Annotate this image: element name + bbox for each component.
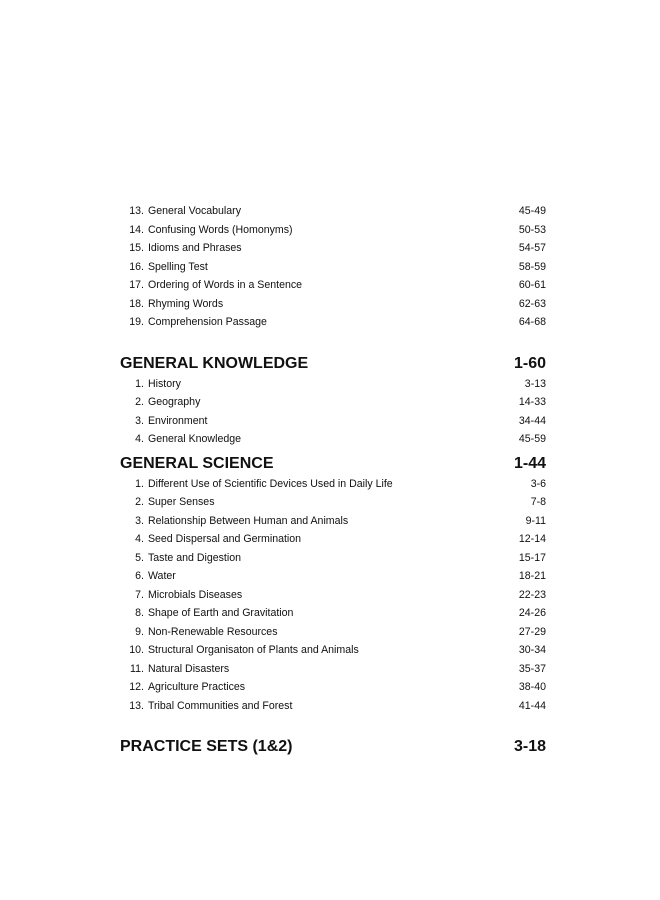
toc-section (120, 736, 546, 758)
toc-entry-number: 15. (129, 242, 144, 254)
toc-entry (120, 604, 546, 623)
toc-entry-title: Different Use of Scientific Devices Used in Daily Life (147, 477, 393, 490)
toc-entry-pages: 38-40 (518, 681, 546, 693)
section-heading (120, 353, 546, 375)
toc-entry-label (120, 567, 176, 586)
toc-entry-label (120, 586, 242, 605)
toc-entry-number: 3. (135, 414, 144, 427)
toc-entry (120, 393, 546, 412)
toc-entry-title: Relationship Between Human and Animals (147, 514, 349, 527)
toc-entry-pages: 15-17 (518, 551, 546, 564)
section-heading-pages: 1-60 (513, 354, 546, 372)
toc-entry (120, 430, 546, 449)
toc-entry (120, 239, 546, 258)
toc-entry-pages: 22-23 (518, 588, 546, 601)
toc-entry-label (120, 258, 208, 277)
toc-entry-pages: 14-33 (518, 396, 546, 408)
toc-entry-number: 13. (129, 205, 144, 217)
section-heading-pages: 3-18 (513, 738, 546, 755)
toc-entry-number: 4. (135, 533, 144, 545)
toc-entry (120, 375, 546, 394)
toc-entry-pages: 7-8 (530, 496, 546, 508)
toc-entry-label (120, 678, 245, 697)
toc-entry (120, 221, 546, 240)
toc-entry (120, 295, 546, 314)
toc-entry (120, 697, 546, 716)
toc-entry-number: 10. (129, 644, 144, 656)
toc-entry-number: 8. (135, 607, 144, 619)
toc-entry-title: Tribal Communities and Forest (147, 699, 293, 712)
toc-entry-title: Water (147, 570, 176, 582)
toc-entry-number: 14. (129, 223, 144, 236)
toc-entry (120, 678, 546, 697)
toc-entry-pages: 34-44 (518, 414, 546, 427)
toc-entry (120, 493, 546, 512)
toc-entry-label (120, 239, 242, 258)
toc-entry-pages: 41-44 (518, 699, 546, 712)
toc-entry-pages: 27-29 (518, 625, 546, 638)
toc-section (120, 353, 546, 449)
toc-entry-pages: 35-37 (518, 662, 546, 675)
toc-entry-title: History (147, 377, 181, 390)
toc-entry-label (120, 604, 293, 623)
toc-entry-pages: 3-13 (524, 377, 546, 390)
toc-entry-label (120, 276, 302, 295)
toc-entry-title: Ordering of Words in a Sentence (147, 279, 303, 291)
section-heading-title: GENERAL SCIENCE (120, 454, 274, 472)
toc-entry-label (120, 493, 215, 512)
toc-entry-number: 11. (130, 662, 144, 675)
toc-entry-title: Rhyming Words (147, 297, 224, 310)
toc-entry-label (120, 221, 293, 240)
toc-entry-title: Spelling Test (147, 260, 208, 273)
toc-entry-title: Non-Renewable Resources (147, 625, 278, 638)
toc-entry-pages: 45-49 (518, 205, 546, 217)
toc-entry-number: 18. (129, 297, 144, 310)
toc-entry-pages: 45-59 (518, 433, 546, 445)
toc-entry-label (120, 475, 393, 494)
toc-entry-pages: 58-59 (518, 260, 546, 273)
toc-entry-title: Shape of Earth and Gravitation (147, 607, 294, 619)
toc-entry-label (120, 641, 359, 660)
toc-entry-label (120, 393, 200, 412)
toc-entry (120, 313, 546, 332)
toc-entry-number: 19. (129, 316, 144, 328)
toc-entry-number: 3. (135, 514, 144, 527)
toc-entry-number: 7. (135, 588, 144, 601)
toc-entry-label (120, 512, 348, 531)
toc-entry (120, 586, 546, 605)
toc-entry-pages: 9-11 (525, 514, 546, 527)
toc-entry (120, 549, 546, 568)
toc-entry (120, 475, 546, 494)
toc-entry (120, 276, 546, 295)
toc-entry (120, 530, 546, 549)
toc-entry (120, 412, 546, 431)
toc-entry-title: Seed Dispersal and Germination (147, 533, 302, 545)
toc-entry-pages: 24-26 (518, 607, 546, 619)
toc-entry-pages: 12-14 (518, 533, 546, 545)
toc-entry-number: 13. (129, 699, 144, 712)
toc-entry-label (120, 313, 267, 332)
section-heading (120, 453, 546, 475)
toc-entry (120, 258, 546, 277)
toc-entry-number: 12. (129, 681, 144, 693)
toc-entry-number: 1. (135, 477, 144, 490)
toc-entry-number: 6. (135, 570, 144, 582)
section-heading-title: PRACTICE SETS (1&2) (120, 738, 293, 755)
section-heading (120, 736, 546, 758)
toc-entry (120, 623, 546, 642)
toc-entry-title: Idioms and Phrases (147, 242, 242, 254)
toc-entry-label (120, 430, 241, 449)
toc-entry (120, 641, 546, 660)
toc-entry-title: Structural Organisaton of Plants and Animals (147, 644, 359, 656)
toc-entry-pages: 30-34 (518, 644, 546, 656)
toc-entry-pages: 3-6 (530, 477, 546, 490)
toc-entry-title: Geography (147, 396, 201, 408)
toc-entry-pages: 50-53 (518, 223, 546, 236)
toc-entry (120, 660, 546, 679)
toc-entry-label (120, 697, 292, 716)
table-of-contents (120, 202, 546, 758)
toc-entry-pages: 60-61 (518, 279, 546, 291)
toc-entry-pages: 18-21 (518, 570, 546, 582)
toc-entry-number: 2. (135, 396, 144, 408)
toc-entry-pages: 64-68 (518, 316, 546, 328)
toc-entry (120, 202, 546, 221)
toc-entry-label (120, 375, 181, 394)
toc-entry-label (120, 549, 241, 568)
toc-entry-title: Natural Disasters (147, 662, 230, 675)
toc-entry-number: 17. (129, 279, 144, 291)
toc-entry-label (120, 295, 223, 314)
toc-entry-title: General Vocabulary (147, 205, 241, 217)
toc-entry-number: 5. (135, 551, 144, 564)
toc-section (120, 453, 546, 716)
toc-entry-label (120, 412, 207, 431)
section-heading-pages: 1-44 (513, 454, 546, 472)
toc-entry-label (120, 530, 301, 549)
toc-entry (120, 512, 546, 531)
toc-entry-label (120, 660, 229, 679)
toc-section (120, 202, 546, 332)
toc-entry-title: Confusing Words (Homonyms) (147, 223, 293, 236)
toc-entry-pages: 54-57 (518, 242, 546, 254)
toc-entry-title: Taste and Digestion (147, 551, 241, 564)
toc-entry-pages: 62-63 (518, 297, 546, 310)
toc-entry-label (120, 202, 241, 221)
toc-entry-label (120, 623, 278, 642)
toc-entry-title: Microbials Diseases (147, 588, 243, 601)
toc-entry-number: 16. (129, 260, 144, 273)
toc-entry (120, 567, 546, 586)
toc-entry-title: Environment (147, 414, 208, 427)
toc-entry-number: 1. (135, 377, 144, 390)
section-heading-title: GENERAL KNOWLEDGE (120, 354, 309, 372)
toc-entry-number: 4. (135, 433, 144, 445)
toc-entry-title: Super Senses (147, 496, 215, 508)
toc-entry-number: 2. (135, 496, 144, 508)
toc-entry-title: Comprehension Passage (147, 316, 267, 328)
toc-entry-number: 9. (135, 625, 144, 638)
toc-entry-title: Agriculture Practices (147, 681, 246, 693)
toc-entry-title: General Knowledge (147, 433, 242, 445)
